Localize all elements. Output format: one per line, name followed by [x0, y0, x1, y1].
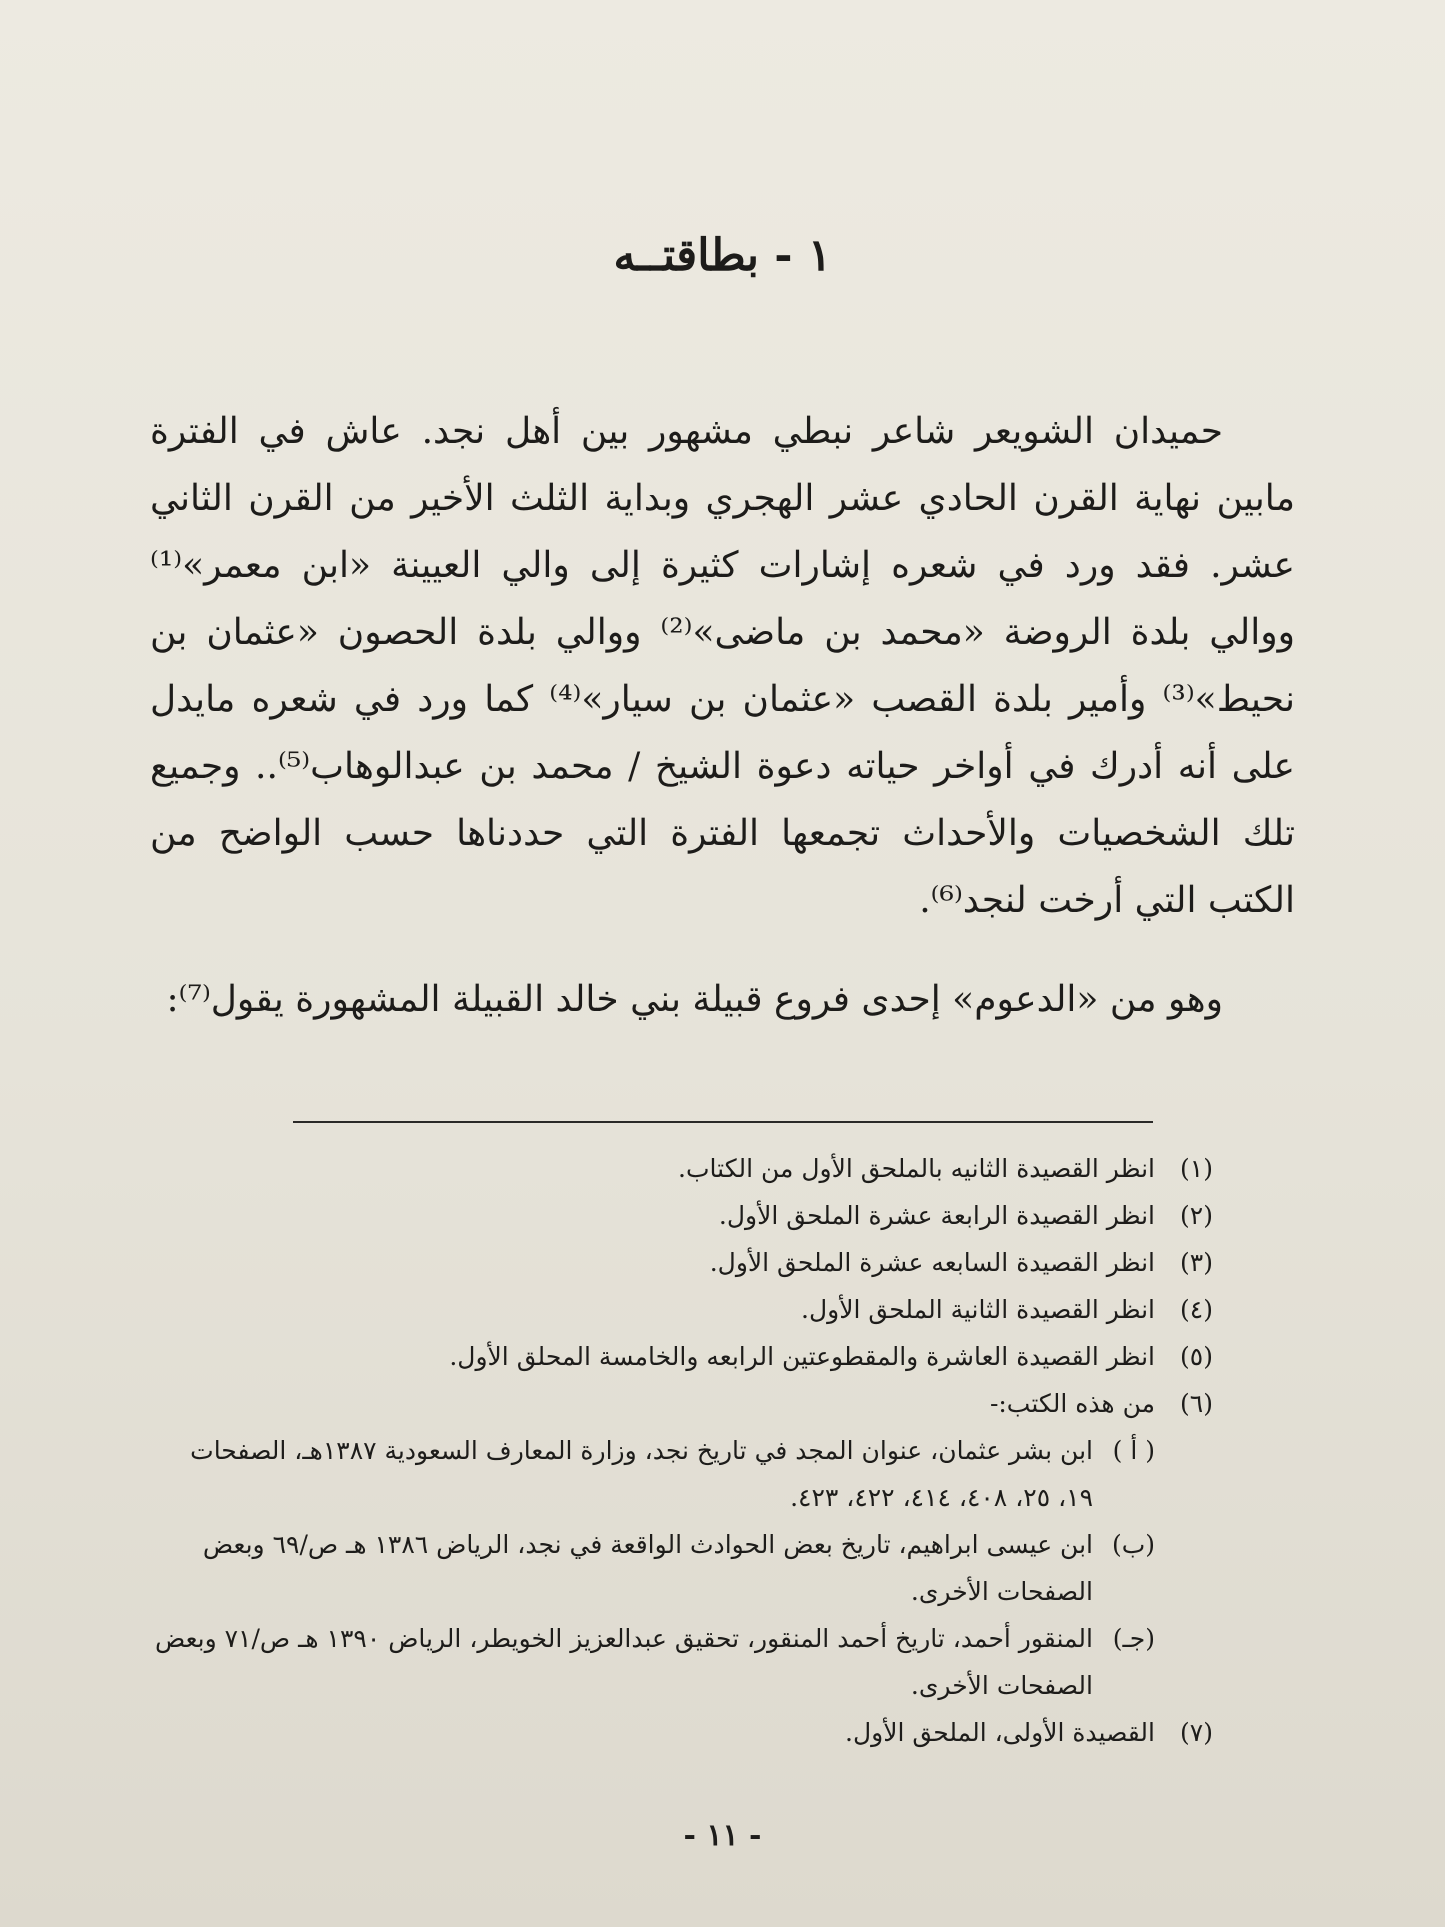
footnote-number: (٥) — [1180, 1342, 1213, 1371]
page-number: - ١١ - — [683, 1818, 762, 1853]
footnote-text: انظر القصيدة الثانية الملحق الأول. — [801, 1295, 1155, 1324]
footnote-item — [150, 1380, 1213, 1427]
footnote-item — [150, 1709, 1213, 1756]
reference-text: المنقور أحمد، تاريخ أحمد المنقور، تحقيق عبدالعزيز الخويطر، الرياض ١٣٩٠ هـ ص/٧١ وبعض الصفحات الأخرى. — [154, 1624, 1093, 1700]
reference-letter: (ب) — [1111, 1530, 1155, 1559]
footnote-text: من هذه الكتب:- — [989, 1389, 1155, 1418]
footnote-divider — [293, 1121, 1153, 1123]
paragraph-2: وهو من «الدعوم» إحدى فروع قبيلة بني خالد القبيلة المشهورة يقول⁽⁷⁾: — [166, 979, 1223, 1020]
footnote-number: (٢) — [1180, 1201, 1213, 1230]
reference-item — [150, 1427, 1213, 1521]
footnote-text: انظر القصيدة السابعه عشرة الملحق الأول. — [709, 1248, 1155, 1277]
section-title: ١ - بطاقتــه — [613, 230, 832, 281]
footnote-item — [150, 1333, 1213, 1380]
footnote-item — [150, 1145, 1213, 1192]
footnote-number: (٦) — [1180, 1389, 1213, 1418]
reference-letter: (جـ) — [1112, 1624, 1155, 1653]
footnote-text: انظر القصيدة العاشرة والمقطوعتين الرابعه والخامسة المحلق الأول. — [449, 1342, 1155, 1371]
paragraph-1: حميدان الشويعر شاعر نبطي مشهور بين أهل نجد. عاش في الفترة مابين نهاية القرن الحادي عشر الهجري وبداية الثلث الأخير من القرن الثاني عشر. فقد ورد في شعره إشارات كثيرة إلى والي العيينة «ابن معمر»⁽¹⁾ ووالي بلدة الروضة «محمد بن ماضى»⁽²⁾ ووالي بلدة الحصون «عثمان بن نحيط»⁽³⁾ وأمير بلدة القصب «عثمان بن سيار»⁽⁴⁾ كما ورد في شعره مايدل على أنه أدرك في أواخر حياته دعوة الشيخ / محمد بن عبدالوهاب⁽⁵⁾.. وجميع تلك الشخصيات والأحداث تجمعها الفترة التي حددناها حسب الواضح من الكتب التي أرخت لنجد⁽⁶⁾. — [150, 411, 1295, 921]
main-text — [150, 398, 1295, 1033]
reference-item — [150, 1521, 1213, 1615]
footnote-number: (٤) — [1180, 1295, 1213, 1324]
footnotes — [150, 1145, 1213, 1756]
footnote-text: القصيدة الأولى، الملحق الأول. — [845, 1718, 1155, 1747]
footnote-number: (٣) — [1180, 1248, 1213, 1277]
footnote-number: (١) — [1180, 1154, 1213, 1183]
footnote-text: انظر القصيدة الثانيه بالملحق الأول من الكتاب. — [678, 1154, 1155, 1183]
footnote-text: انظر القصيدة الرابعة عشرة الملحق الأول. — [718, 1201, 1155, 1230]
footnote-item — [150, 1239, 1213, 1286]
footnote-item — [150, 1192, 1213, 1239]
reference-letter: ( أ ) — [1112, 1436, 1155, 1465]
reference-text: ابن عيسى ابراهيم، تاريخ بعض الحوادث الواقعة في نجد، الرياض ١٣٨٦ هـ ص/٦٩ وبعض الصفحات الأخرى. — [202, 1530, 1093, 1606]
reference-item — [150, 1615, 1213, 1709]
footnote-item — [150, 1286, 1213, 1333]
footnote-number: (٧) — [1180, 1718, 1213, 1747]
reference-text: ابن بشر عثمان، عنوان المجد في تاريخ نجد، وزارة المعارف السعودية ١٣٨٧هـ، الصفحات ١٩، ٢٥، ٤٠٨، ٤١٤، ٤٢٢، ٤٢٣. — [190, 1436, 1093, 1512]
